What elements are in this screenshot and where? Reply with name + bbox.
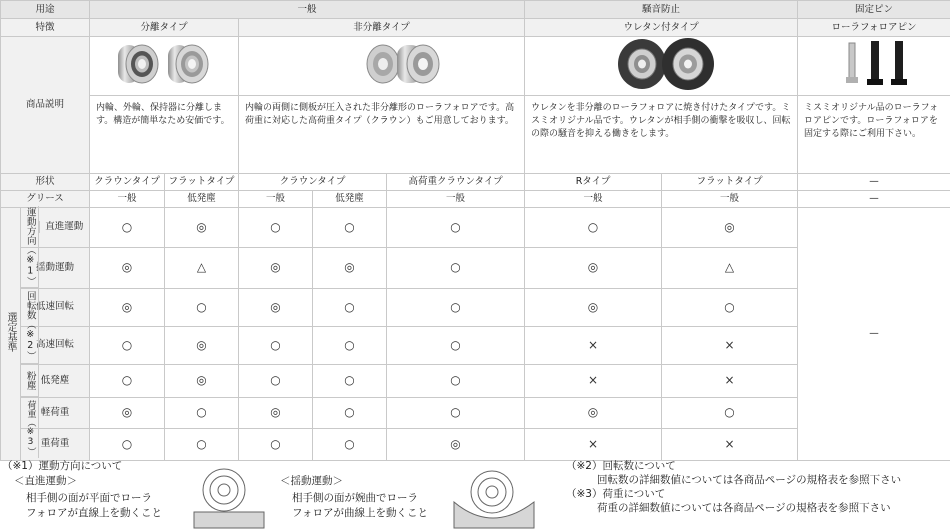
feature-row bbox=[1, 19, 950, 37]
rollerpin-criteria-value: — bbox=[798, 207, 950, 460]
rating-cell: ○ bbox=[165, 288, 239, 326]
note1-title: （※1）運動方向について bbox=[2, 460, 123, 472]
shape-value: — bbox=[798, 173, 950, 190]
urethane-description: ウレタンを非分離のローラフォロアに焼き付けたタイプです。ミスミオリジナル品です。ウレタンが相手側の衝撃を吸収し、回転の際の騒音を抑える働きをします。 bbox=[525, 95, 798, 173]
rating-cell: ○ bbox=[662, 397, 798, 428]
note1-swing-desc1: 相手側の面が婉曲でローラ bbox=[292, 492, 418, 504]
linear-motion-diagram bbox=[190, 464, 266, 530]
rating-cell: ○ bbox=[387, 326, 525, 364]
grease-value: 一般 bbox=[525, 190, 662, 207]
rating-cell: ◎ bbox=[90, 288, 165, 326]
rating-cell: ◎ bbox=[525, 397, 662, 428]
rating-cell: ○ bbox=[387, 247, 525, 288]
general-header: 一般 bbox=[90, 1, 525, 19]
rating-cell: ◎ bbox=[662, 207, 798, 247]
load-group-label: 荷重（※3） bbox=[21, 396, 39, 458]
rating-cell: ○ bbox=[313, 428, 387, 460]
grease-value: 一般 bbox=[90, 190, 165, 207]
separable-header: 分離タイプ bbox=[90, 19, 239, 37]
rating-cell: ◎ bbox=[239, 247, 313, 288]
product-label: 商品説明 bbox=[1, 37, 90, 174]
shape-row bbox=[1, 173, 950, 190]
rating-cell: ○ bbox=[313, 364, 387, 397]
criteria-row bbox=[1, 207, 950, 247]
urethane-header: ウレタン付タイプ bbox=[525, 19, 798, 37]
rating-cell: ○ bbox=[313, 326, 387, 364]
rating-cell: ◎ bbox=[165, 207, 239, 247]
rating-cell: ◎ bbox=[90, 397, 165, 428]
rating-cell: ○ bbox=[313, 288, 387, 326]
rating-cell: ○ bbox=[313, 397, 387, 428]
grease-value: 一般 bbox=[662, 190, 798, 207]
rating-cell: ○ bbox=[165, 428, 239, 460]
rating-cell: ◎ bbox=[313, 247, 387, 288]
rollerpin-header: ローラフォロアピン bbox=[798, 19, 950, 37]
grease-label: グリース bbox=[1, 190, 90, 207]
rating-cell: ◎ bbox=[165, 364, 239, 397]
nonseparable-header: 非分離タイプ bbox=[239, 19, 525, 37]
rating-cell: ○ bbox=[525, 207, 662, 247]
criteria-label: 選定基準 bbox=[1, 207, 21, 460]
grease-value: 一般 bbox=[387, 190, 525, 207]
rating-cell: ○ bbox=[90, 364, 165, 397]
note1-linear-desc1: 相手側の面が平面でローラ bbox=[26, 492, 152, 504]
rating-cell: ○ bbox=[239, 428, 313, 460]
motion-group-label: 運動方向（※1） bbox=[21, 206, 39, 287]
rating-cell: ◎ bbox=[239, 397, 313, 428]
rating-cell: ○ bbox=[90, 326, 165, 364]
swing-motion-diagram bbox=[450, 462, 540, 530]
rating-cell: × bbox=[525, 428, 662, 460]
shape-value: Rタイプ bbox=[525, 173, 662, 190]
separable-roller-image bbox=[90, 37, 239, 96]
row-name: 軽荷重 bbox=[21, 397, 90, 428]
rating-cell: ◎ bbox=[90, 247, 165, 288]
group-labels bbox=[21, 206, 39, 456]
rating-cell: ○ bbox=[662, 288, 798, 326]
note2-desc: 回転数の詳細数値については各商品ページの規格表を参照下さい bbox=[597, 474, 902, 486]
rating-cell: △ bbox=[662, 247, 798, 288]
rating-cell: × bbox=[525, 326, 662, 364]
separable-description: 内輪、外輪、保持器に分離します。構造が簡単なため安価です。 bbox=[90, 95, 239, 173]
rating-cell: ○ bbox=[90, 207, 165, 247]
note1-swing-title: ＜揺動運動＞ bbox=[280, 475, 343, 487]
rating-cell: × bbox=[662, 326, 798, 364]
footnotes bbox=[0, 458, 950, 530]
nonseparable-roller-image bbox=[239, 37, 525, 96]
product-image-row bbox=[1, 37, 950, 96]
rating-cell: ○ bbox=[387, 397, 525, 428]
grease-value: 低発塵 bbox=[165, 190, 239, 207]
rating-cell: ◎ bbox=[525, 288, 662, 326]
note3-title: （※3）荷重について bbox=[566, 488, 666, 500]
nonseparable-description: 内輪の両側に側板が圧入された非分離形のローラフォロアです。高荷重に対応した高荷重タイプ（クラウン）もご用意しております。 bbox=[239, 95, 525, 173]
rating-cell: ○ bbox=[387, 364, 525, 397]
rating-cell: ○ bbox=[313, 207, 387, 247]
noise-header: 騒音防止 bbox=[525, 1, 798, 19]
rating-cell: ○ bbox=[239, 207, 313, 247]
row-name: 重荷重 bbox=[21, 428, 90, 460]
rating-cell: ○ bbox=[387, 288, 525, 326]
shape-value: 高荷重クラウンタイプ bbox=[387, 173, 525, 190]
fixpin-header: 固定ピン bbox=[798, 1, 950, 19]
rating-cell: × bbox=[525, 364, 662, 397]
row-name: 揺動運動 bbox=[21, 247, 90, 288]
rating-cell: × bbox=[662, 364, 798, 397]
rating-cell: ○ bbox=[239, 326, 313, 364]
row-name: 低発塵 bbox=[21, 364, 90, 397]
grease-value: — bbox=[798, 190, 950, 207]
shape-label: 形状 bbox=[1, 173, 90, 190]
note1-swing-desc2: フォロアが曲線上を動くこと bbox=[292, 507, 428, 519]
rating-cell: ◎ bbox=[239, 288, 313, 326]
usage-label: 用途 bbox=[1, 1, 90, 19]
grease-value: 低発塵 bbox=[313, 190, 387, 207]
product-desc-row bbox=[1, 95, 950, 173]
usage-row bbox=[1, 1, 950, 19]
note1-linear-desc2: フォロアが直線上を動くこと bbox=[26, 507, 162, 519]
grease-row bbox=[1, 190, 950, 207]
row-name: 高速回転 bbox=[21, 326, 90, 364]
rating-cell: ○ bbox=[387, 207, 525, 247]
rotation-group-label: 回転数（※2） bbox=[21, 287, 39, 363]
shape-value: フラットタイプ bbox=[165, 173, 239, 190]
rating-cell: ◎ bbox=[525, 247, 662, 288]
rating-cell: ○ bbox=[90, 428, 165, 460]
dust-group-label: 粉塵 bbox=[21, 363, 39, 396]
rating-cell: ◎ bbox=[165, 326, 239, 364]
note2-title: （※2）回転数について bbox=[566, 460, 676, 472]
note1-linear-title: ＜直進運動＞ bbox=[14, 475, 77, 487]
rating-cell: △ bbox=[165, 247, 239, 288]
urethane-roller-image bbox=[525, 37, 798, 96]
note3-desc: 荷重の詳細数値については各商品ページの規格表を参照下さい bbox=[597, 502, 891, 514]
shape-value: クラウンタイプ bbox=[90, 173, 165, 190]
shape-value: クラウンタイプ bbox=[239, 173, 387, 190]
shape-value: フラットタイプ bbox=[662, 173, 798, 190]
roller-pin-image bbox=[798, 37, 950, 96]
rollerpin-description: ミスミオリジナル品のローラフォロアピンです。ローラフォロアを固定する際にご利用下さい。 bbox=[798, 95, 950, 173]
rating-cell: ○ bbox=[165, 397, 239, 428]
rating-cell: ◎ bbox=[387, 428, 525, 460]
rating-cell: ○ bbox=[239, 364, 313, 397]
rating-cell: × bbox=[662, 428, 798, 460]
feature-label: 特徴 bbox=[1, 19, 90, 37]
grease-value: 一般 bbox=[239, 190, 313, 207]
row-name: 直進運動 bbox=[45, 221, 84, 233]
row-name: 低速回転 bbox=[21, 288, 90, 326]
